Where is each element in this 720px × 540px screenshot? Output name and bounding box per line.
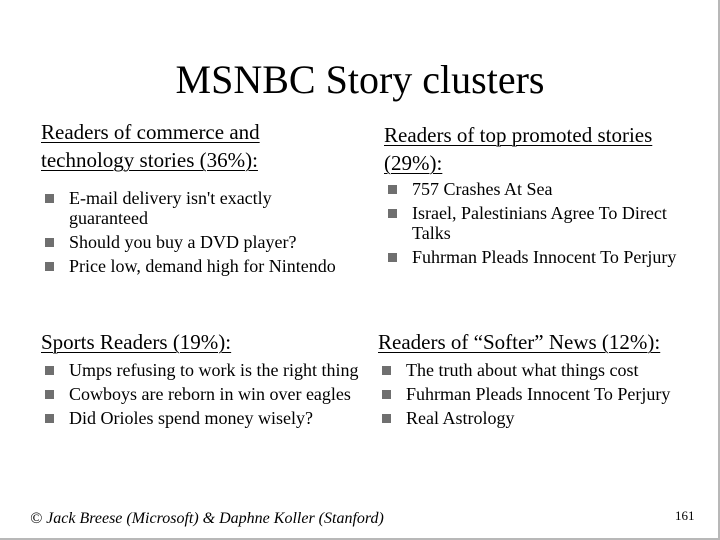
square-bullet-icon (45, 238, 54, 247)
slide-title: MSNBC Story clusters (175, 57, 545, 102)
story-item (384, 203, 704, 243)
story-item (41, 188, 341, 228)
cluster-heading: Sports Readers (19%): (41, 330, 232, 354)
square-bullet-icon (382, 414, 391, 423)
cluster-commerce-technology (41, 118, 341, 280)
cluster-heading: Readers of “Softer” News (12%): (378, 330, 661, 354)
square-bullet-icon (382, 366, 391, 375)
square-bullet-icon (388, 209, 397, 218)
copyright-footer: © Jack Breese (Microsoft) & Daphne Koller (Stanford) (30, 510, 384, 527)
story-title: Should you buy a DVD player? (69, 232, 297, 252)
story-item (41, 256, 341, 276)
story-list (41, 188, 341, 276)
story-title: Umps refusing to work is the right thing (69, 360, 359, 380)
story-title: Did Orioles spend money wisely? (69, 408, 313, 428)
story-title: Fuhrman Pleads Innocent To Perjury (406, 384, 671, 404)
story-title: Price low, demand high for Nintendo (69, 256, 336, 276)
square-bullet-icon (45, 414, 54, 423)
story-list (378, 360, 713, 428)
story-title: Real Astrology (406, 408, 515, 428)
story-item (384, 179, 704, 199)
cluster-sports (41, 328, 361, 432)
cluster-heading: Readers of top promoted stories (29%): (384, 123, 653, 175)
story-item (378, 360, 713, 380)
story-item (41, 408, 361, 428)
story-title: Israel, Palestinians Agree To Direct Talks (412, 203, 667, 243)
page-number: 161 (675, 508, 695, 523)
story-item (378, 408, 713, 428)
story-title: The truth about what things cost (406, 360, 639, 380)
story-item (384, 247, 704, 267)
square-bullet-icon (45, 390, 54, 399)
square-bullet-icon (45, 262, 54, 271)
story-list (41, 360, 361, 428)
cluster-heading: Readers of commerce and technology stories (36%): (41, 120, 260, 172)
story-item (41, 384, 361, 404)
square-bullet-icon (45, 194, 54, 203)
cluster-softer-news (378, 328, 713, 432)
story-item (41, 360, 361, 380)
story-title: Cowboys are reborn in win over eagles (69, 384, 351, 404)
story-title: E-mail delivery isn't exactly guaranteed (69, 188, 272, 228)
story-list (384, 179, 704, 267)
square-bullet-icon (45, 366, 54, 375)
story-title: Fuhrman Pleads Innocent To Perjury (412, 247, 677, 267)
square-bullet-icon (388, 253, 397, 262)
square-bullet-icon (382, 390, 391, 399)
cluster-top-promoted (384, 121, 704, 271)
story-item (378, 384, 713, 404)
story-item (41, 232, 341, 252)
story-title: 757 Crashes At Sea (412, 179, 553, 199)
square-bullet-icon (388, 185, 397, 194)
